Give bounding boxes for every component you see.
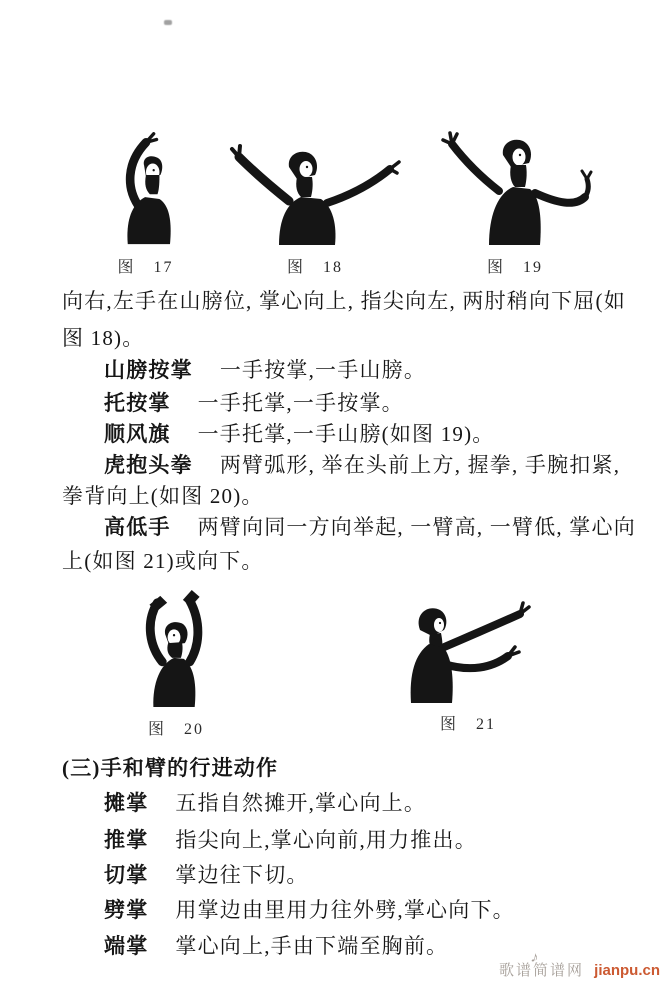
term-label: 劈掌 [104,898,149,922]
term-label: 推掌 [104,828,149,852]
term-definition: 一手按掌,一手山膀。 [219,358,427,382]
term-definition: 掌心向上,手由下端至胸前。 [175,934,449,958]
dancer-one-arm-up-one-side-illustration [427,127,603,247]
dancer-profile-arms-forward-illustration [394,600,542,704]
term-label: 摊掌 [104,791,149,815]
figure-20-caption: 图 20 [147,721,204,738]
text-line [104,862,309,888]
dancer-one-arm-overhead-illustration [100,127,192,247]
text-line [62,288,626,314]
text-line [104,827,477,853]
term-definition: 两臂向同一方向举起, 一臂高, 一臂低, 掌心向 [197,515,636,539]
figure-18 [227,137,403,277]
term-label: 虎抱头拳 [104,453,193,477]
site-watermark [498,948,660,980]
term-definition: 指尖向上,掌心向前,用力推出。 [175,828,477,852]
text-line [62,483,264,509]
music-note-icon: ♪ [529,948,541,967]
term-definition: 一手托掌,一手山膀(如图 19)。 [197,422,495,446]
text-line [104,390,404,416]
term-label: 高低手 [104,515,171,539]
body-text: 向右,左手在山膀位, 掌心向上, 指尖向左, 两肘稍向下屈(如 [62,289,626,313]
figure-20 [131,589,221,739]
term-definition-continued: 拳背向上(如图 20)。 [62,484,264,508]
dancer-arms-circle-overhead-illustration [132,589,220,709]
term-label: 端掌 [104,934,149,958]
dancer-arms-spread-v-illustration [227,137,403,247]
section-heading: (三)手和臂的行进动作 [62,756,279,780]
figure-19-caption: 图 19 [486,259,543,276]
text-line [104,790,426,816]
figure-21-caption: 图 21 [439,716,496,733]
figure-18-caption: 图 18 [286,259,343,276]
watermark-site-url: jianpu.cn [594,962,660,979]
figure-17-caption: 图 17 [117,259,174,276]
text-line [104,452,620,478]
term-definition: 一手托掌,一手按掌。 [197,391,404,415]
text-line [104,897,515,923]
text-line [104,514,636,540]
term-definition: 两臂弧形, 举在头前上方, 握拳, 手腕扣紧, [219,453,621,477]
text-line [62,325,144,351]
term-definition: 掌边往下切。 [175,863,309,887]
term-label: 山膀按掌 [104,358,193,382]
term-label: 顺风旗 [104,422,171,446]
term-definition: 用掌边由里用力往外劈,掌心向下。 [175,898,515,922]
text-line [104,933,448,959]
scan-artifact-dot [164,20,172,25]
text-line [104,421,495,447]
text-line [104,357,426,383]
figure-19 [427,127,603,277]
figure-21 [393,600,543,734]
term-definition: 五指自然摊开,掌心向上。 [175,791,427,815]
body-text: 图 18)。 [62,326,145,350]
figure-17 [98,127,193,277]
term-label: 切掌 [104,863,149,887]
term-label: 托按掌 [104,391,171,415]
term-definition-continued: 上(如图 21)或向下。 [62,549,264,573]
watermark-site-name: 歌谱简谱网 [498,962,584,979]
text-line [62,548,264,574]
